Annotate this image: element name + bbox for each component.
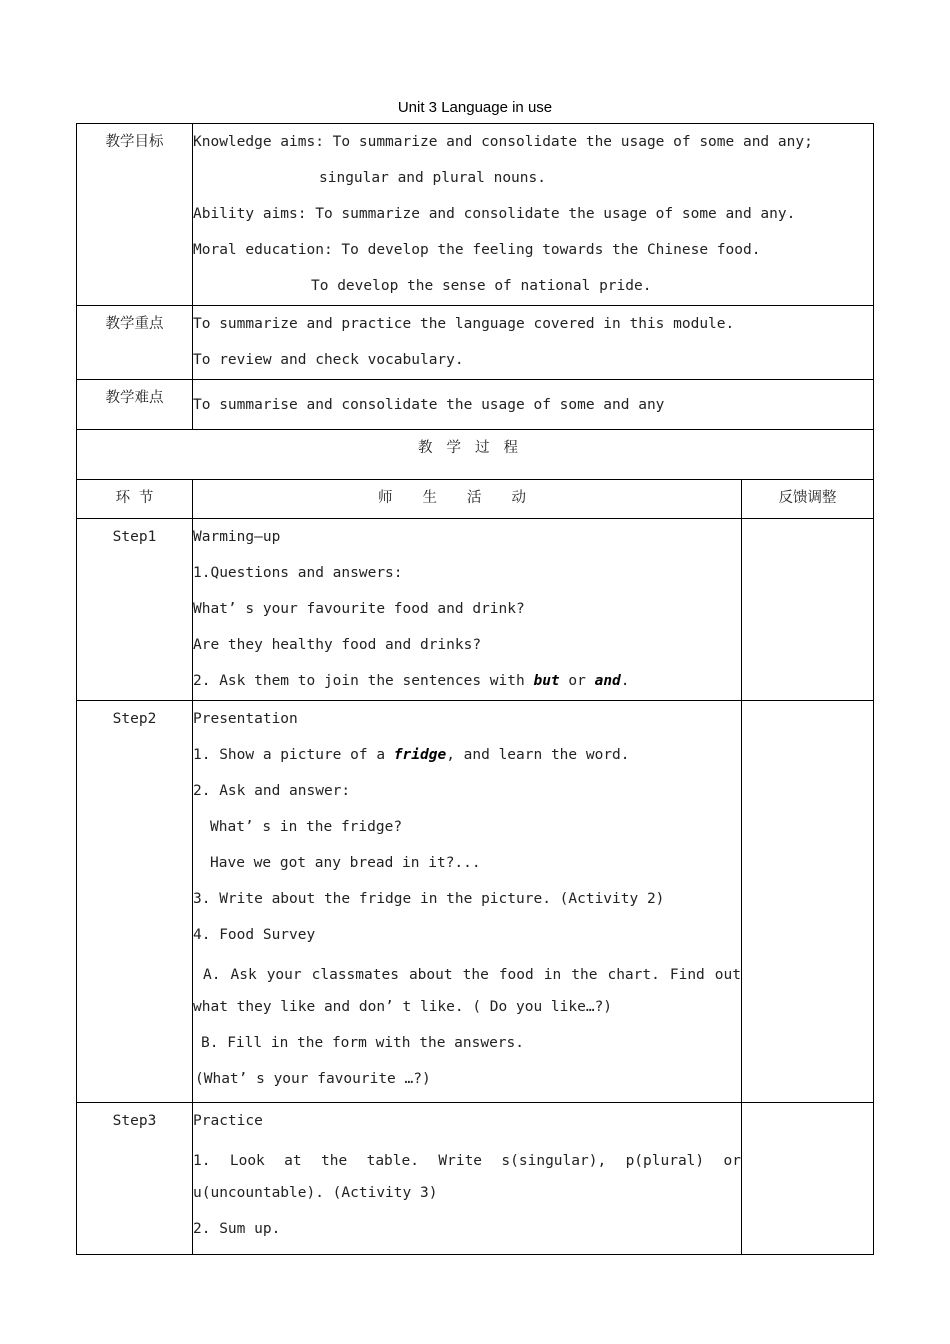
objective-line: Moral education: To develop the feeling towards the Chinese food.	[193, 242, 761, 258]
column-header-row	[77, 480, 874, 519]
step3-line-justified: 1. Look at the table. Write s(singular), p(plural) or	[193, 1153, 741, 1169]
step2-line: B. Fill in the form with the answers.	[201, 1035, 525, 1051]
keyword-but: but	[533, 673, 560, 689]
step2-line-text: , and learn the word.	[446, 747, 630, 763]
step2-line	[193, 737, 741, 773]
step1-line: Are they healthy food and drinks?	[193, 637, 482, 653]
step2-label: Step2	[77, 701, 193, 1103]
step2-content	[193, 701, 742, 1103]
difficulties-content	[193, 380, 874, 430]
objective-line: To develop the sense of national pride.	[311, 278, 652, 294]
key-points-row	[77, 306, 874, 380]
step1-row	[77, 519, 874, 701]
step3-heading: Practice	[193, 1113, 263, 1129]
step3-row	[77, 1103, 874, 1255]
step2-feedback	[742, 701, 874, 1103]
objectives-row	[77, 124, 874, 306]
key-point-line: To summarize and practice the language covered in this module.	[193, 316, 735, 332]
step1-heading: Warming—up	[193, 529, 281, 545]
keyword-and: and	[594, 673, 621, 689]
key-points-label: 教学重点	[77, 306, 193, 380]
step2-line: Have we got any bread in it?...	[210, 855, 481, 871]
page-title: Unit 3 Language in use	[397, 99, 553, 116]
step2-line: what they like and don’ t like. ( Do you like…?)	[193, 999, 613, 1015]
step2-line: 4. Food Survey	[193, 927, 316, 943]
step1-line: 1.Questions and answers:	[193, 565, 403, 581]
step3-label: Step3	[77, 1103, 193, 1255]
objective-line: Ability aims: To summarize and consolidate the usage of some and any.	[193, 206, 796, 222]
step1-feedback	[742, 519, 874, 701]
difficulties-label: 教学难点	[77, 380, 193, 430]
process-header: 教学过程	[77, 430, 874, 480]
step1-line	[193, 663, 741, 699]
step2-line-justified: A. Ask your classmates about the food in the chart. Find out	[203, 967, 741, 983]
objective-line: Knowledge aims: To summarize and consolidate the usage of some and any;	[193, 134, 813, 150]
objectives-content	[193, 124, 874, 306]
col-step-header: 环 节	[77, 480, 193, 519]
step2-line: 2. Ask and answer:	[193, 783, 351, 799]
step1-line-text: or	[559, 673, 595, 689]
col-activities-header: 师生活动	[193, 480, 742, 519]
objective-line: singular and plural nouns.	[319, 170, 546, 186]
difficulties-row	[77, 380, 874, 430]
step2-line: (What’ s your favourite …?)	[195, 1071, 431, 1087]
step1-line-text: .	[620, 673, 630, 689]
key-points-content	[193, 306, 874, 380]
step2-line: What’ s in the fridge?	[210, 819, 403, 835]
step1-content	[193, 519, 742, 701]
objectives-label: 教学目标	[77, 124, 193, 306]
step3-content	[193, 1103, 742, 1255]
process-header-row	[77, 430, 874, 480]
step2-row	[77, 701, 874, 1103]
step3-feedback	[742, 1103, 874, 1255]
difficulty-line: To summarise and consolidate the usage of some and any	[193, 396, 665, 413]
step1-line: What’ s your favourite food and drink?	[193, 601, 525, 617]
step3-line: 2. Sum up.	[193, 1221, 281, 1237]
step1-label: Step1	[77, 519, 193, 701]
step2-heading: Presentation	[193, 711, 298, 727]
step3-line: u(uncountable). (Activity 3)	[193, 1185, 438, 1201]
col-feedback-header: 反馈调整	[742, 480, 874, 519]
keyword-fridge: fridge	[393, 747, 447, 763]
lesson-plan-table	[76, 123, 874, 1255]
step1-line-text: 2. Ask them to join the sentences with	[193, 673, 534, 689]
step2-line-text: 1. Show a picture of a	[193, 747, 394, 763]
key-point-line: To review and check vocabulary.	[193, 352, 464, 368]
step2-line: 3. Write about the fridge in the picture. (Activity 2)	[193, 891, 665, 907]
